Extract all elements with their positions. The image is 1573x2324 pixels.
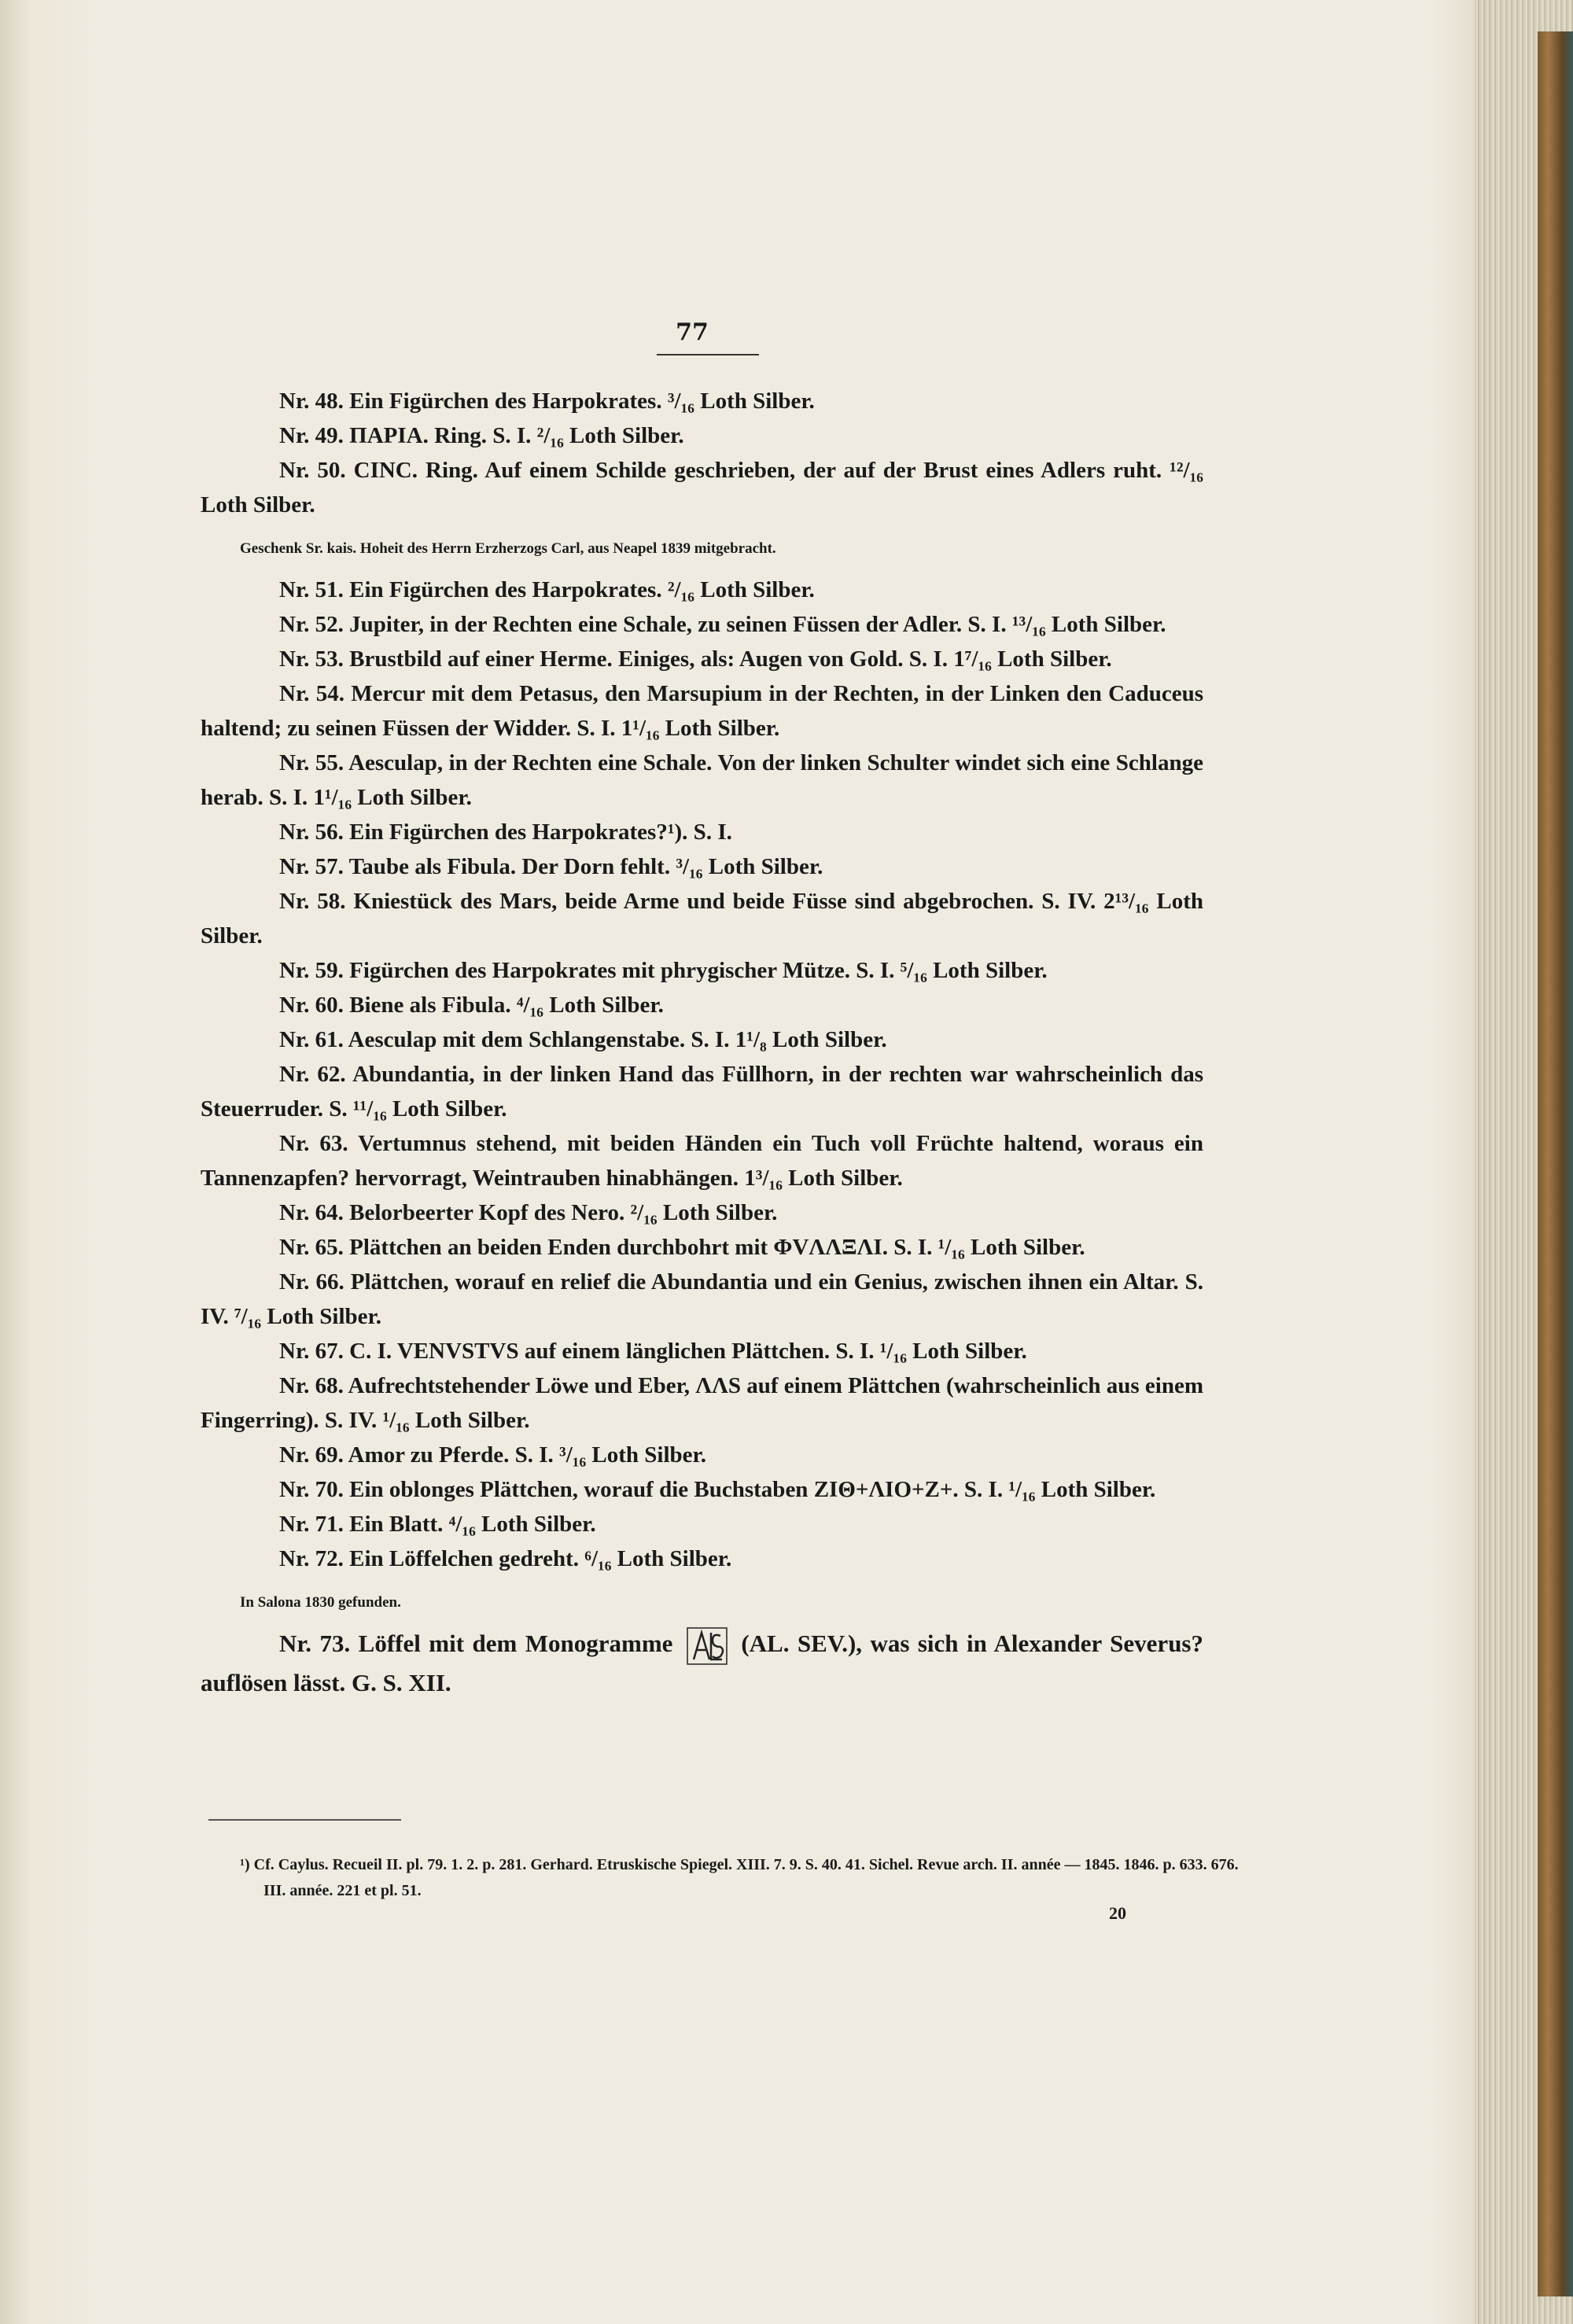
entry-68: Nr. 68. Aufrechtstehender Löwe und Eber, ΛΛS auf einem Plättchen (wahrscheinlich aus einem Fingerring). S. IV. ¹/₁₆ Loth Silber. [201, 1373, 1204, 1433]
book-cover-edge [1538, 31, 1573, 2296]
entry-52: Nr. 52. Jupiter, in der Rechten eine Schale, zu seinen Füssen der Adler. S. I. ¹³/₁₆ Loth Silber. [279, 612, 1166, 637]
entry-58: Nr. 58. Kniestück des Mars, beide Arme und beide Füsse sind abgebrochen. S. IV. 2¹³/₁₆ Loth Silber. [201, 889, 1203, 948]
provenance-note-2: In Salona 1830 gefunden. [240, 1594, 401, 1611]
entry-71: Nr. 71. Ein Blatt. ⁴/₁₆ Loth Silber. [279, 1512, 596, 1537]
entry-62: Nr. 62. Abundantia, in der linken Hand das Füllhorn, in der rechten war wahrscheinlich das Steuerruder. S. ¹¹/₁₆ Loth Silber. [201, 1062, 1203, 1121]
entry-64: Nr. 64. Belorbeerter Kopf des Nero. ²/₁₆ Loth Silber. [279, 1200, 778, 1225]
entry-53: Nr. 53. Brustbild auf einer Herme. Einiges, als: Augen von Gold. S. I. 1⁷/₁₆ Loth Silber. [279, 646, 1112, 672]
entry-69: Nr. 69. Amor zu Pferde. S. I. ³/₁₆ Loth Silber. [279, 1442, 706, 1468]
entry-57: Nr. 57. Taube als Fibula. Der Dorn fehlt. ³/₁₆ Loth Silber. [279, 854, 823, 879]
entry-73-text-after: (AL. SEV.), was sich in Alexander Severus? auflösen lässt. G. S. XII. [201, 1630, 1203, 1696]
entry-61: Nr. 61. Aesculap mit dem Schlangenstabe. S. I. 1¹/₈ Loth Silber. [279, 1027, 887, 1052]
page-number-rule [657, 354, 759, 355]
entry-56: Nr. 56. Ein Figürchen des Harpokrates?¹). S. I. [279, 819, 732, 845]
provenance-note-1: Geschenk Sr. kais. Hoheit des Herrn Erzherzogs Carl, aus Neapel 1839 mitgebracht. [240, 540, 776, 557]
entry-66: Nr. 66. Plättchen, worauf en relief die Abundantia und ein Genius, zwischen ihnen ein Altar. S. IV. ⁷/₁₆ Loth Silber. [201, 1269, 1203, 1329]
entry-51: Nr. 51. Ein Figürchen des Harpokrates. ²/₁₆ Loth Silber. [279, 577, 815, 602]
entry-50: Nr. 50. CINC. Ring. Auf einem Schilde geschrieben, der auf der Brust eines Adlers ruht. ¹²/₁₆ Loth Silber. [201, 458, 1203, 517]
entry-70: Nr. 70. Ein oblonges Plättchen, worauf die Buchstaben ZΙΘ+ΛΙΟ+Ζ+. S. I. ¹/₁₆ Loth Silber. [279, 1477, 1156, 1502]
footnote-rule [208, 1819, 401, 1821]
entry-55: Nr. 55. Aesculap, in der Rechten eine Schale. Von der linken Schulter windet sich eine Schlange herab. S. I. 1¹/₁₆ Loth Silber. [201, 750, 1203, 810]
entry-54: Nr. 54. Mercur mit dem Petasus, den Marsupium in der Rechten, in der Linken den Caduceus haltend; zu seinen Füssen der Widder. S. I. 1¹/₁₆ Loth Silber. [201, 681, 1203, 741]
catalogue-entries [201, 384, 1203, 1700]
monogram-icon [686, 1626, 728, 1666]
entry-63: Nr. 63. Vertumnus stehend, mit beiden Händen ein Tuch voll Früchte haltend, woraus ein Tannenzapfen? hervorragt, Weintrauben hinabhängen. 1³/₁₆ Loth Silber. [201, 1131, 1203, 1191]
entry-65: Nr. 65. Plättchen an beiden Enden durchbohrt mit ΦVΛΛΞΛΙ. S. I. ¹/₁₆ Loth Silber. [279, 1235, 1085, 1260]
entry-73-text-before: Nr. 73. Löffel mit dem Monogramme [279, 1630, 673, 1658]
footnote: ¹) Cf. Caylus. Recueil II. pl. 79. 1. 2. p. 281. Gerhard. Etruskische Spiegel. XIII. 7. 9. S. 40. 41. Sichel. Revue arch. II. année — 1845. 1846. p. 633. 676. III. année. 221 et pl. 51. [240, 1856, 1239, 1899]
entry-49: Nr. 49. ΠΑΡΙΑ. Ring. S. I. ²/₁₆ Loth Silber. [279, 423, 684, 448]
page-number: 77 [676, 319, 709, 346]
entry-72: Nr. 72. Ein Löffelchen gedreht. ⁶/₁₆ Loth Silber. [279, 1546, 732, 1571]
entry-67: Nr. 67. C. I. VENVSTVS auf einem länglichen Plättchen. S. I. ¹/₁₆ Loth Silber. [279, 1339, 1027, 1364]
signature-mark: 20 [1109, 1903, 1126, 1923]
entry-60: Nr. 60. Biene als Fibula. ⁴/₁₆ Loth Silber. [279, 993, 664, 1018]
entry-48: Nr. 48. Ein Figürchen des Harpokrates. ³/₁₆ Loth Silber. [279, 389, 815, 414]
entry-59: Nr. 59. Figürchen des Harpokrates mit phrygischer Mütze. S. I. ⁵/₁₆ Loth Silber. [279, 958, 1048, 983]
entry-73 [201, 1626, 1203, 1700]
